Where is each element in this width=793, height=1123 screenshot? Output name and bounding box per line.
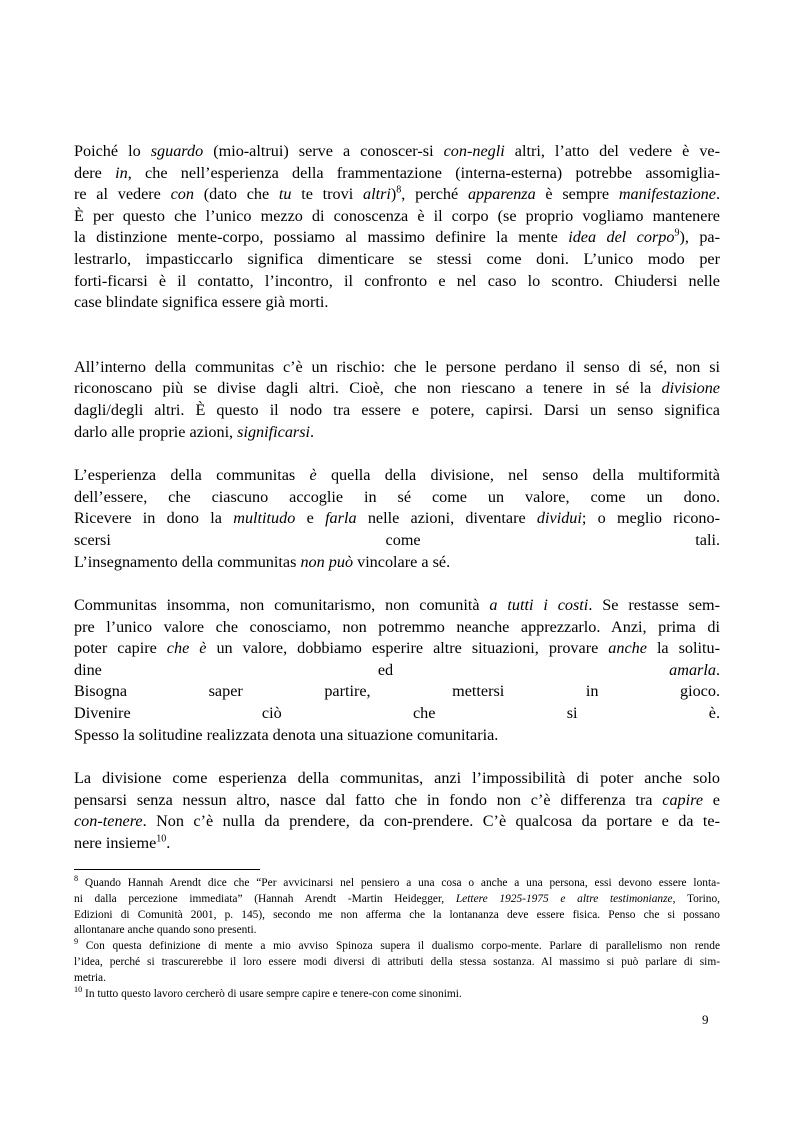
italic-run: con bbox=[170, 185, 194, 204]
italic-run: con-tenere bbox=[74, 812, 143, 831]
text-run: . bbox=[166, 834, 171, 853]
footnote-ref: 10 bbox=[74, 984, 83, 994]
main-text bbox=[74, 141, 720, 855]
italic-run: è bbox=[309, 466, 317, 485]
text-run: scersi come tali. bbox=[74, 530, 720, 549]
text-run: pre l’unico valore che conosciamo, non potremmo neanche apprezzarlo. Anzi, prima di bbox=[74, 617, 720, 636]
italic-run: non può bbox=[300, 552, 354, 571]
paragraph-sguardo bbox=[74, 141, 720, 314]
text-line bbox=[74, 249, 720, 271]
text-run: nelle azioni, diventare bbox=[356, 509, 537, 528]
text-line bbox=[74, 378, 720, 400]
text-run: lestrarlo, impasticcarlo significa dimenticare se stessi come doni. L’unico modo per bbox=[74, 249, 720, 268]
text-run: L’insegnamento della communitas bbox=[74, 552, 301, 571]
text-line bbox=[74, 984, 720, 1003]
text-run: metria. bbox=[74, 971, 106, 984]
text-line bbox=[74, 833, 720, 855]
text-run: , perché bbox=[401, 185, 468, 204]
text-run: , che nell’esperienza della frammentazione (interna-esterna) potrebbe assomiglia- bbox=[127, 163, 720, 182]
text-run: altri, l’atto del vedere è ve- bbox=[504, 142, 720, 160]
text-run: dell’essere, che ciascuno accoglie in sé come un valore, come un dono. bbox=[74, 487, 720, 506]
text-line bbox=[74, 790, 720, 812]
text-line bbox=[74, 617, 720, 639]
italic-run: sguardo bbox=[150, 142, 204, 160]
text-line bbox=[74, 163, 720, 185]
footnote-9 bbox=[74, 939, 720, 986]
paragraph-esperienza-divisione bbox=[74, 465, 720, 573]
text-run: ni dalla percezione immediata” (Hannah Arendt -Martin Heidegger, bbox=[74, 892, 456, 905]
italic-run: che è bbox=[166, 639, 207, 658]
text-line bbox=[74, 908, 720, 924]
italic-run: con-negli bbox=[443, 142, 505, 160]
paragraph-spacer bbox=[74, 314, 720, 357]
text-run: . bbox=[715, 660, 720, 679]
text-run: . bbox=[310, 422, 315, 441]
text-line bbox=[74, 552, 720, 574]
italic-run: apparenza bbox=[467, 185, 536, 204]
footnote-8 bbox=[74, 876, 720, 939]
footnote-ref: 8 bbox=[396, 184, 402, 196]
italic-run: farla bbox=[325, 509, 357, 528]
italic-run: manifestazione bbox=[618, 185, 716, 204]
paragraph-spacer bbox=[74, 746, 720, 768]
footnote-10 bbox=[74, 984, 720, 1003]
text-run: la solitu- bbox=[646, 639, 720, 658]
text-run: Bisogna saper partire, mettersi in gioco. bbox=[74, 682, 720, 701]
text-line bbox=[74, 271, 720, 293]
text-line bbox=[74, 422, 720, 444]
text-run: Edizioni di Comunità 2001, p. 145), secondo me non afferma che la lontananza deve essere fisica. Penso che si possano bbox=[74, 908, 720, 921]
text-line bbox=[74, 184, 720, 206]
italic-run: tu bbox=[278, 185, 292, 204]
text-run: re al vedere bbox=[74, 185, 171, 204]
text-run: poter capire bbox=[74, 639, 167, 658]
text-line bbox=[74, 638, 720, 660]
text-run: dagli/degli altri. È questo il nodo tra essere e potere, capirsi. Darsi un senso significa bbox=[74, 400, 720, 419]
text-run: la distinzione mente-corpo, possiamo al massimo definire la mente bbox=[74, 228, 569, 247]
text-run: . Se restasse sem- bbox=[588, 596, 721, 615]
text-line bbox=[74, 876, 720, 892]
text-line bbox=[74, 681, 720, 703]
text-run: pensarsi senza nessun altro, nasce dal fatto che in fondo non c’è differenza tra bbox=[74, 790, 663, 809]
text-line bbox=[74, 811, 720, 833]
paragraph-spacer bbox=[74, 573, 720, 595]
text-line bbox=[74, 768, 720, 790]
italic-run: dividui bbox=[536, 509, 582, 528]
text-run: Spesso la solitudine realizzata denota una situazione comunitaria. bbox=[74, 725, 499, 744]
paragraph-communitas-insomma bbox=[74, 595, 720, 746]
italic-run: in bbox=[115, 163, 128, 182]
italic-run: altri bbox=[362, 185, 391, 204]
italic-run: significarsi bbox=[237, 422, 311, 441]
text-run: forti-ficarsi è il contatto, l’incontro, il confronto e nel caso lo scontro. Chiudersi nelle bbox=[74, 271, 720, 290]
italic-run: multitudo bbox=[233, 509, 296, 528]
paragraph-con-tenere bbox=[74, 768, 720, 854]
text-run: quella della divisione, nel senso della multiformità bbox=[316, 466, 720, 485]
text-line bbox=[74, 530, 720, 552]
text-run: te trovi bbox=[291, 185, 363, 204]
text-line bbox=[74, 465, 720, 487]
text-run: dere bbox=[74, 163, 116, 182]
text-run: Divenire ciò che si è. bbox=[74, 704, 720, 723]
text-run: Con questa definizione di mente a mio avviso Spinoza supera il dualismo corpo-mente. Parlare di parallelismo non rende bbox=[78, 940, 720, 953]
text-line bbox=[74, 141, 720, 163]
text-run: è sempre bbox=[535, 185, 619, 204]
text-run: e bbox=[295, 509, 326, 528]
text-run: . bbox=[715, 185, 720, 204]
text-run: L’esperienza della communitas bbox=[74, 466, 310, 485]
text-run: darlo alle proprie azioni, bbox=[74, 422, 238, 441]
text-run: dine ed bbox=[74, 660, 670, 679]
text-run: . Non c’è nulla da prendere, da con-prendere. C’è qualcosa da portare e da te- bbox=[142, 812, 720, 831]
text-line bbox=[74, 725, 720, 747]
text-run: ; o meglio ricono- bbox=[581, 509, 721, 528]
text-run: , Torino, bbox=[672, 892, 720, 905]
text-run: Quando Hannah Arendt dice che “Per avvicinarsi nel pensiero a una cosa o anche a una persona, essi devono essere lonta- bbox=[78, 877, 720, 889]
text-line bbox=[74, 595, 720, 617]
text-run: allontanare anche quando sono presenti. bbox=[74, 924, 257, 937]
text-run: ) bbox=[390, 185, 397, 204]
text-run: l’idea, perché si trascurerebbe il loro essere modi diversi di attributi della stessa sostanza. Al massimo si può parlare di sim- bbox=[74, 955, 720, 968]
text-line bbox=[74, 660, 720, 682]
text-line bbox=[74, 508, 720, 530]
text-run: Ricevere in dono la bbox=[74, 509, 234, 528]
footnote-separator bbox=[74, 869, 260, 870]
text-run: nere insieme bbox=[74, 834, 157, 853]
text-run: (dato che bbox=[193, 185, 279, 204]
text-run: ), pa- bbox=[679, 228, 720, 247]
text-run: Poiché lo bbox=[74, 142, 151, 160]
text-line bbox=[74, 400, 720, 422]
footnote-ref: 8 bbox=[74, 874, 79, 884]
text-run: un valore, dobbiamo esperire altre situazioni, provare bbox=[206, 639, 609, 658]
text-run: (mio-altrui) serve a conoscer-si bbox=[203, 142, 444, 160]
text-run: La divisione come esperienza della communitas, anzi l’impossibilità di poter anche solo bbox=[74, 769, 720, 788]
italic-run: capire bbox=[662, 790, 704, 809]
text-run: Communitas insomma, non comunitarismo, non comunità bbox=[74, 596, 490, 615]
text-line bbox=[74, 227, 720, 249]
text-run: All’interno della communitas c’è un rischio: che le persone perdano il senso di sé, non si bbox=[74, 357, 720, 376]
paragraph-spacer bbox=[74, 443, 720, 465]
text-run: In tutto questo lavoro cercherò di usare sempre capire e tenere-con come sinonimi. bbox=[82, 987, 462, 1000]
text-run: case blindate significa essere già morti. bbox=[74, 293, 329, 312]
italic-run: anche bbox=[608, 639, 647, 658]
text-line bbox=[74, 357, 720, 379]
paragraph-communitas-rischio bbox=[74, 357, 720, 443]
text-line bbox=[74, 939, 720, 955]
italic-run: divisione bbox=[661, 379, 720, 398]
page-number: 9 bbox=[702, 1012, 709, 1027]
text-line bbox=[74, 971, 720, 987]
footnote-ref: 9 bbox=[674, 227, 680, 239]
text-line bbox=[74, 292, 720, 314]
footnote-ref: 10 bbox=[156, 833, 167, 845]
text-run: e bbox=[703, 790, 720, 809]
text-line bbox=[74, 892, 720, 908]
italic-run: idea del corpo bbox=[568, 228, 675, 247]
text-line bbox=[74, 923, 720, 939]
italic-run: amarla bbox=[669, 660, 716, 679]
text-run: riconoscano più se divise dagli altri. Cioè, che non riescano a tenere in sé la bbox=[74, 379, 662, 398]
footnotes bbox=[74, 876, 720, 1002]
text-run: vincolare a sé. bbox=[353, 552, 451, 571]
text-line bbox=[74, 487, 720, 509]
text-run: È per questo che l’unico mezzo di conoscenza è il corpo (se proprio vogliamo mantenere bbox=[74, 206, 720, 225]
text-line bbox=[74, 703, 720, 725]
text-line bbox=[74, 206, 720, 228]
footnote-ref: 9 bbox=[74, 937, 79, 947]
text-line bbox=[74, 955, 720, 971]
italic-run: Lettere 1925-1975 e altre testimonianze bbox=[455, 892, 673, 905]
italic-run: a tutti i costi bbox=[489, 596, 589, 615]
